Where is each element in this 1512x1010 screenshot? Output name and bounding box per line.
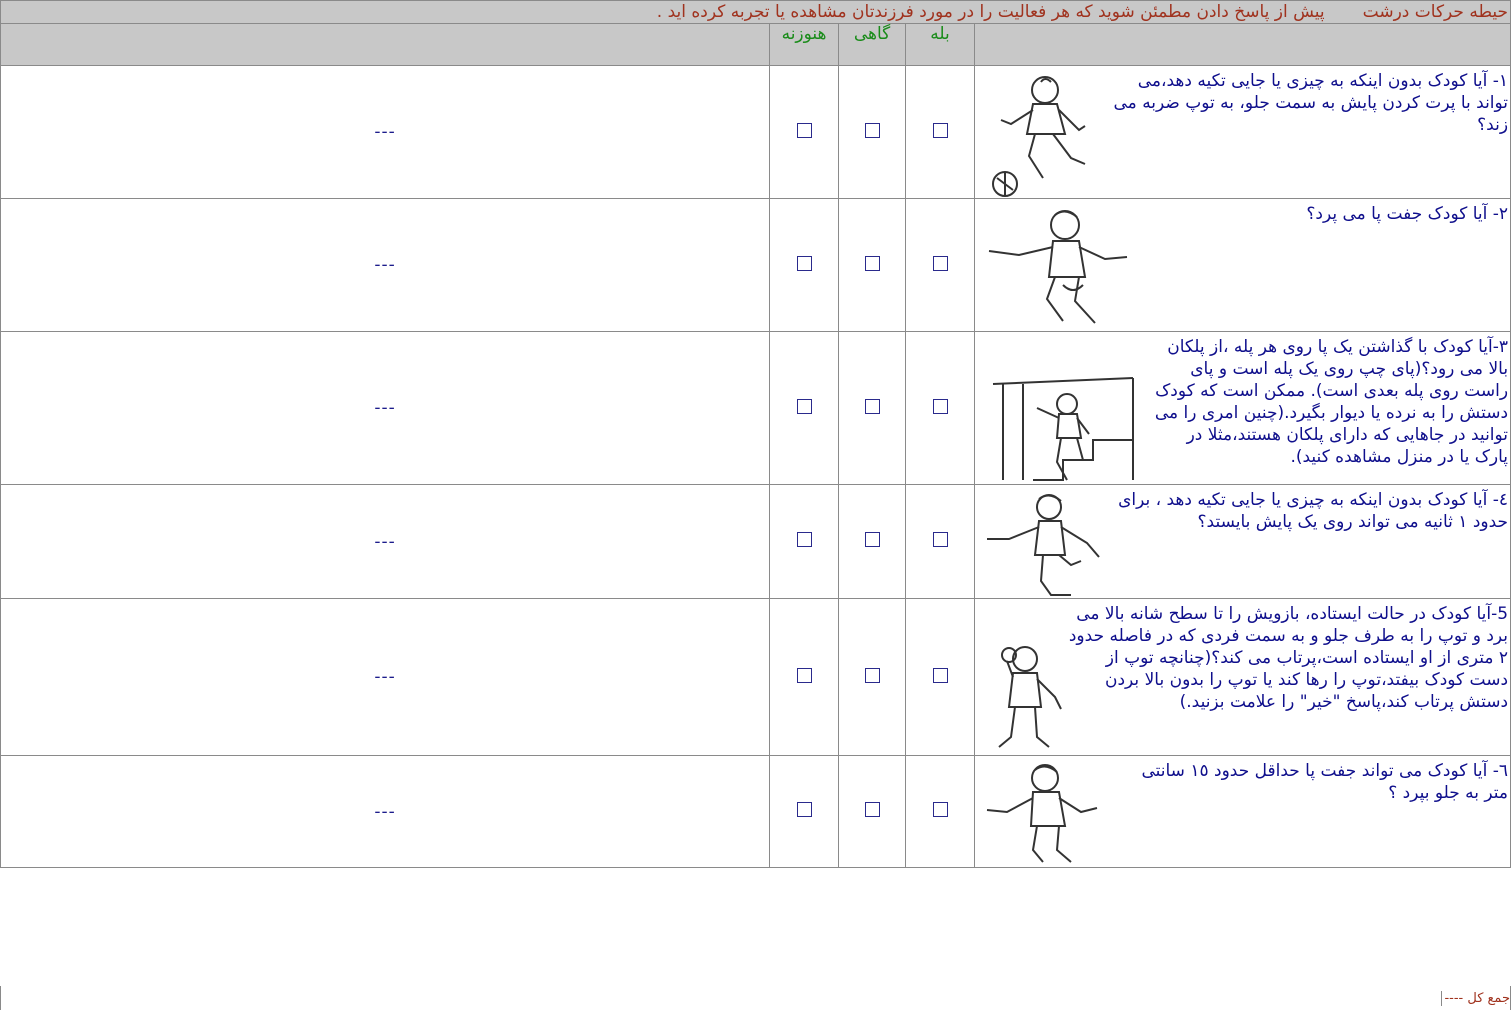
- answer-not-yet-checkbox[interactable]: [770, 599, 839, 756]
- section-title: حیطه حرکات درشت: [1362, 2, 1509, 22]
- question-score: ---: [1, 756, 770, 868]
- not-yet-column-header: هنوزنه: [770, 24, 839, 66]
- question-row: [1, 199, 1511, 332]
- question-score: ---: [1, 332, 770, 485]
- answer-not-yet-checkbox[interactable]: [770, 485, 839, 599]
- answer-sometimes-checkbox[interactable]: [839, 66, 906, 199]
- question-text: ٤- آیا کودک بدون اینکه به چیزی یا جایی تکیه دهد ، برای حدود ١ ثانیه می تواند روی یک پایش بایستد؟: [1118, 490, 1509, 532]
- table-right-edge: [1510, 986, 1511, 1010]
- child-kicking-ball-illustration: [983, 70, 1108, 198]
- answer-sometimes-checkbox[interactable]: [839, 756, 906, 868]
- question-text: ١- آیا کودک بدون اینکه به چیزی یا جایی تکیه دهد،می تواند با پرت کردن پایش به سمت جلو، به توپ ضربه می زند؟: [1113, 71, 1509, 135]
- question-text: ٣-آیا کودک با گذاشتن یک پا روی هر پله ،از پلکان بالا می رود؟(پای چپ روی یک پله است و پای راست روی پله بعدی است). ممکن است که کودک دستش را به نرده یا دیوار بگیرد.(چنین امری را می توانید در جاهایی که دارای پلکان هستند،مثلا در پارک یا در منزل مشاهده کنید).: [1154, 337, 1509, 467]
- question-score: ---: [1, 199, 770, 332]
- child-one-leg-illustration: [983, 489, 1113, 597]
- question-cell: [975, 199, 1511, 332]
- column-header-row: [1, 24, 1511, 66]
- answer-sometimes-checkbox[interactable]: [839, 332, 906, 485]
- question-text: ٢- آیا کودک جفت پا می پرد؟: [1306, 204, 1509, 224]
- question-cell: [975, 485, 1511, 599]
- question-text: 5-آیا کودک در حالت ایستاده، بازویش را تا سطح شانه بالا می برد و توپ را به طرف جلو و به سمت فردی که در فاصله حدود ٢ متری از او ایستاده است،پرتاب می کند؟(چنانچه توپ از دست کودک بیفتد،توپ را رها کند یا توپ را بدون بالا بردن دستش پرتاب کند،پاسخ "خیر" را علامت بزنید.): [1068, 604, 1509, 712]
- question-score: ---: [1, 599, 770, 756]
- question-row: [1, 485, 1511, 599]
- question-row: [1, 332, 1511, 485]
- score-column-header: [1, 24, 770, 66]
- question-score: ---: [1, 66, 770, 199]
- answer-yes-checkbox[interactable]: [906, 756, 975, 868]
- answer-yes-checkbox[interactable]: [906, 485, 975, 599]
- question-score: ---: [1, 485, 770, 599]
- answer-yes-checkbox[interactable]: [906, 599, 975, 756]
- total-score-label: جمع کل ----: [1441, 991, 1510, 1006]
- child-jumping-illustration: [983, 203, 1138, 331]
- answer-sometimes-checkbox[interactable]: [839, 599, 906, 756]
- child-broad-jump-illustration: [983, 760, 1113, 866]
- section-header: [1, 1, 1511, 24]
- question-row: [1, 66, 1511, 199]
- question-cell: [975, 66, 1511, 199]
- answer-sometimes-checkbox[interactable]: [839, 485, 906, 599]
- child-climbing-stairs-illustration: [983, 374, 1148, 484]
- question-cell: [975, 332, 1511, 485]
- section-instruction: پیش از پاسخ دادن مطمئن شوید که هر فعالیت را در مورد فرزندتان مشاهده یا تجربه کرده اید .: [656, 2, 1325, 22]
- question-column-header: [975, 24, 1511, 66]
- question-cell: [975, 599, 1511, 756]
- question-cell: [975, 756, 1511, 868]
- question-row: [1, 599, 1511, 756]
- answer-not-yet-checkbox[interactable]: [770, 66, 839, 199]
- answer-sometimes-checkbox[interactable]: [839, 199, 906, 332]
- answer-not-yet-checkbox[interactable]: [770, 199, 839, 332]
- question-text: ٦- آیا کودک می تواند جفت پا حداقل حدود ١٥ سانتی متر به جلو بپرد ؟: [1141, 761, 1509, 803]
- answer-yes-checkbox[interactable]: [906, 66, 975, 199]
- answer-yes-checkbox[interactable]: [906, 332, 975, 485]
- sometimes-column-header: گاهی: [839, 24, 906, 66]
- answer-not-yet-checkbox[interactable]: [770, 756, 839, 868]
- yes-column-header: بله: [906, 24, 975, 66]
- table-left-edge: [0, 986, 1, 1010]
- answer-not-yet-checkbox[interactable]: [770, 332, 839, 485]
- answer-yes-checkbox[interactable]: [906, 199, 975, 332]
- question-row: [1, 756, 1511, 868]
- child-throwing-ball-illustration: [983, 641, 1068, 753]
